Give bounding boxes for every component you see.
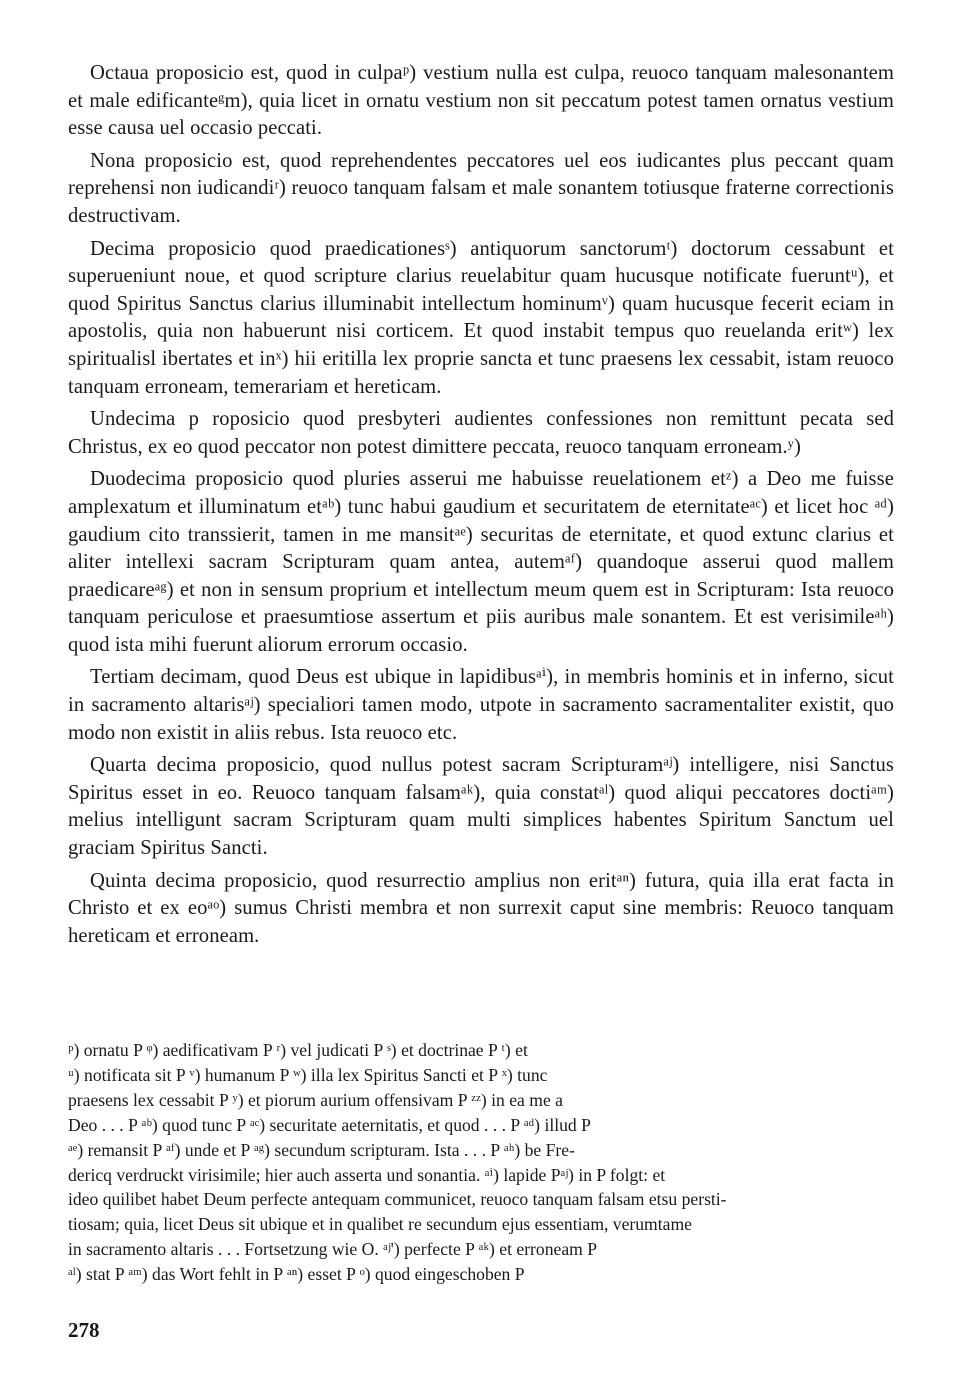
footnote-line: ᵘ) notificata sit P ᵛ) humanum P ʷ) illa lex Spiritus Sancti et P ˣ) tunc xyxy=(68,1064,548,1085)
footnotes xyxy=(68,1038,894,1287)
footnote-line: tiosam; quia, licet Deus sit ubique et in qualibet re secundum ejus essentiam, verumtame xyxy=(68,1214,692,1235)
paragraph-15: Quinta decima proposicio, quod resurrectio amplius non eritᵃⁿ) futura, quia illa erat facta in Christo et ex eoᵃᵒ) sumus Christi membra et non surrexit caput sine membris: Reuoco tanquam hereticam et erroneam. xyxy=(68,869,894,947)
footnote-line: ᵖ) ornatu P ᵠ) aedificativam P ʳ) vel judicati P ˢ) et doctrinae P ᵗ) et xyxy=(68,1040,528,1060)
paragraph-9: Nona proposicio est, quod reprehendentes peccatores uel eos iudicantes plus peccant quam reprehensi non iudicandiʳ) reuoco tanquam falsam et male sonantem totiusque fraterne correctionis destructivam. xyxy=(68,149,894,227)
paragraph-14: Quarta decima proposicio, quod nullus potest sacram Scripturamᵃʲ) intelligere, nisi Sanctus Spiritus esset in eo. Reuoco tanquam falsamᵃᵏ), quia constatᵃˡ) quod aliqui peccatores doctiᵃᵐ) melius intelligunt sacram Scripturam quam multi simplices habentes Spiritum Sanctum uel graciam Spiritus Sancti. xyxy=(68,754,894,860)
paragraph-11: Undecima p roposicio quod presbyteri audientes confessiones non remittunt pecata sed Christus, ex eo quod peccator non potest dimittere peccata, reuoco tanquam erroneam.ʸ) xyxy=(68,408,894,458)
footnote-line: dericq verdruckt virisimile; hier auch asserta und sonantia. ᵃⁱ) lapide Pᵃʲ) in P folgt: et xyxy=(68,1164,666,1185)
footnote-line: in sacramento altaris . . . Fortsetzung wie O. ᵃʲ') perfecte P ᵃᵏ) et erroneam P xyxy=(68,1239,597,1260)
footnote-line: ideo quilibet habet Deum perfecte antequam communicet, reuoco tanquam falsam etsu persti- xyxy=(68,1189,727,1210)
page-number: 278 xyxy=(68,1318,100,1342)
main-text xyxy=(68,60,894,955)
footnote-line: praesens lex cessabit P ʸ) et piorum aurium offensivam P ᶻᶻ) in ea me a xyxy=(68,1089,563,1110)
footnote-line: ᵃˡ) stat P ᵃᵐ) das Wort fehlt in P ᵃⁿ) esset P ᵒ) quod eingeschoben P xyxy=(68,1264,525,1285)
paragraph-10: Decima proposicio quod praedicationesˢ) antiquorum sanctorumᵗ) doctorum cessabunt et superueniunt noue, et quod scripture clarius reuelabitur quam hucusque notificate fueruntᵘ), et quod Spiritus Sanctus clarius illuminabit intellectum hominumᵛ) quam hucusque fecerit eciam in apostolis, quia non habuerunt nisi corticem. Et quod instabit tempus quo reuelanda eritʷ) lex spiritualisl ibertates et inˣ) hii eritilla lex proprie sancta et tunc praesens lex cessabit, istam reuoco tanquam erroneam, temerariam et hereticam. xyxy=(68,237,894,398)
footnote-line: ᵃᵉ) remansit P ᵃᶠ) unde et P ᵃᵍ) secundum scripturam. Ista . . . P ᵃʰ) be Fre- xyxy=(68,1139,575,1160)
paragraph-13: Tertiam decimam, quod Deus est ubique in lapidibusᵃⁱ), in membris hominis et in inferno, sicut in sacramento altarisᵃʲ) specialiori tamen modo, utpote in sacramento sacramentaliter existit, quo modo non existit in aliis rebus. Ista reuoco etc. xyxy=(68,666,894,744)
paragraph-12: Duodecima proposicio quod pluries asserui me habuisse reuelationem etᶻ) a Deo me fuisse amplexatum et illuminatum etᵃᵇ) tunc habui gaudium et securitatem de eternitateᵃᶜ) et licet hoc ᵃᵈ) gaudium cito transsierit, tamen in me mansitᵃᵉ) securitas de eternitate, et quod extunc clarius et aliter intellexi sacram Scripturam quam antea, autemᵃᶠ) quandoque asserui quod mallem praedicareᵃᵍ) et non in sensum proprium et intellectum meum quem est in Scripturam: Ista reuoco tanquam periculose et praesumtiose assertum et piis auribus male sonantem. Et est verisimileᵃʰ) quod ista mihi fuerunt aliorum errorum occasio. xyxy=(68,468,894,656)
paragraph-8: Octaua proposicio est, quod in culpaᵖ) vestium nulla est culpa, reuoco tanquam malesonantem et male edificanteᵍm), quia licet in ornatu vestium non sit peccatum potest tamen ornatus vestium esse causa uel occasio peccati. xyxy=(68,62,894,140)
footnote-line: Deo . . . P ᵃᵇ) quod tunc P ᵃᶜ) securitate aeternitatis, et quod . . . P ᵃᵈ) illud P xyxy=(68,1114,591,1135)
